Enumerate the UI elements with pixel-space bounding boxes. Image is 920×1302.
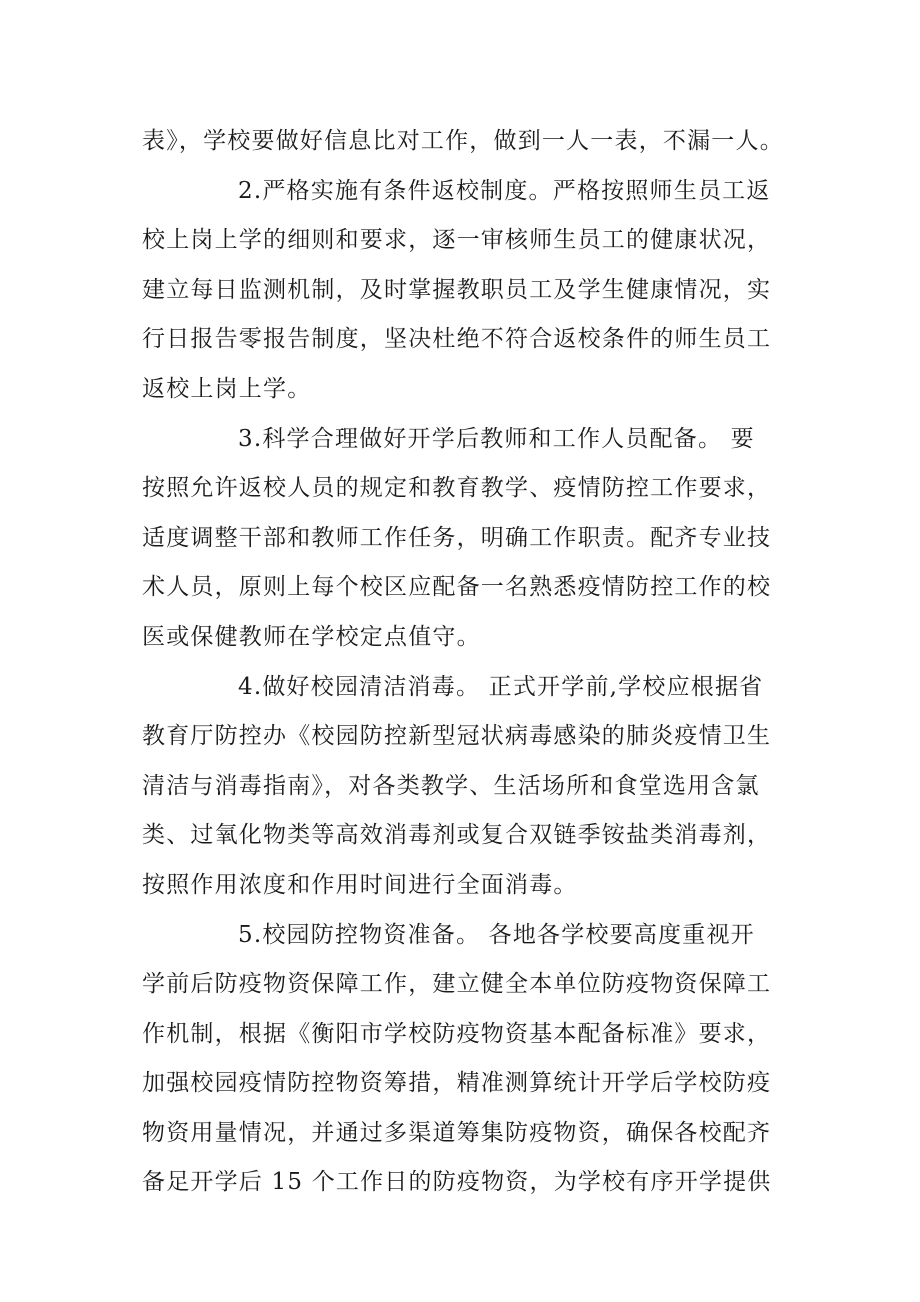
text-line: 返校上岗上学。: [142, 375, 312, 402]
text-line: 表》，学校要做好信息比对工作，做到一人一表，不漏一人。: [142, 128, 784, 154]
text-line: 行日报告零报告制度，坚决杜绝不符合返校条件的师生员工: [142, 326, 772, 353]
text-line: 术人员，原则上每个校区应配备一名熟悉疫情防控工作的校: [142, 574, 772, 601]
text-line: 按照作用浓度和作用时间进行全面消毒。: [142, 871, 578, 898]
text-line: 适度调整干部和教师工作任务，明确工作职责。配齐专业技: [142, 524, 772, 551]
text-line: 学前后防疫物资保障工作，建立健全本单位防疫物资保障工: [142, 971, 772, 998]
text-line: 3.科学合理做好开学后教师和工作人员配备。 要: [238, 425, 755, 452]
document-body: [142, 117, 782, 1208]
text-line: 教育厅防控办《校园防控新型冠状病毒感染的肺炎疫情卫生: [142, 723, 772, 750]
text-line: 建立每日监测机制，及时掌握教职员工及学生健康情况，实: [142, 276, 772, 303]
text-line: 2.严格实施有条件返校制度。严格按照师生员工返: [238, 177, 771, 204]
text-line: 校上岗上学的细则和要求，逐一审核师生员工的健康状况，: [142, 227, 772, 254]
text-line: 医或保健教师在学校定点值守。: [142, 623, 481, 650]
text-line: 作机制，根据《衡阳市学校防疫物资基本配备标准》要求，: [142, 1020, 772, 1047]
text-line: 清洁与消毒指南》，对各类教学、生活场所和食堂选用含氯: [142, 772, 760, 799]
text-line: 加强校园疫情防控物资筹措，精准测算统计开学后学校防疫: [142, 1070, 772, 1097]
text-line: 4.做好校园清洁消毒。 正式开学前,学校应根据省: [238, 673, 764, 700]
text-line: 类、过氧化物类等高效消毒剂或复合双链季铵盐类消毒剂，: [142, 822, 772, 849]
text-line: 备足开学后 15 个工作日的防疫物资，为学校有序开学提供: [142, 1169, 772, 1196]
text-line: 5.校园防控物资准备。 各地各学校要高度重视开: [238, 921, 755, 948]
text-line: 按照允许返校人员的规定和教育教学、疫情防控工作要求，: [142, 475, 772, 502]
text-line: 物资用量情况，并通过多渠道筹集防疫物资，确保各校配齐: [142, 1119, 772, 1146]
